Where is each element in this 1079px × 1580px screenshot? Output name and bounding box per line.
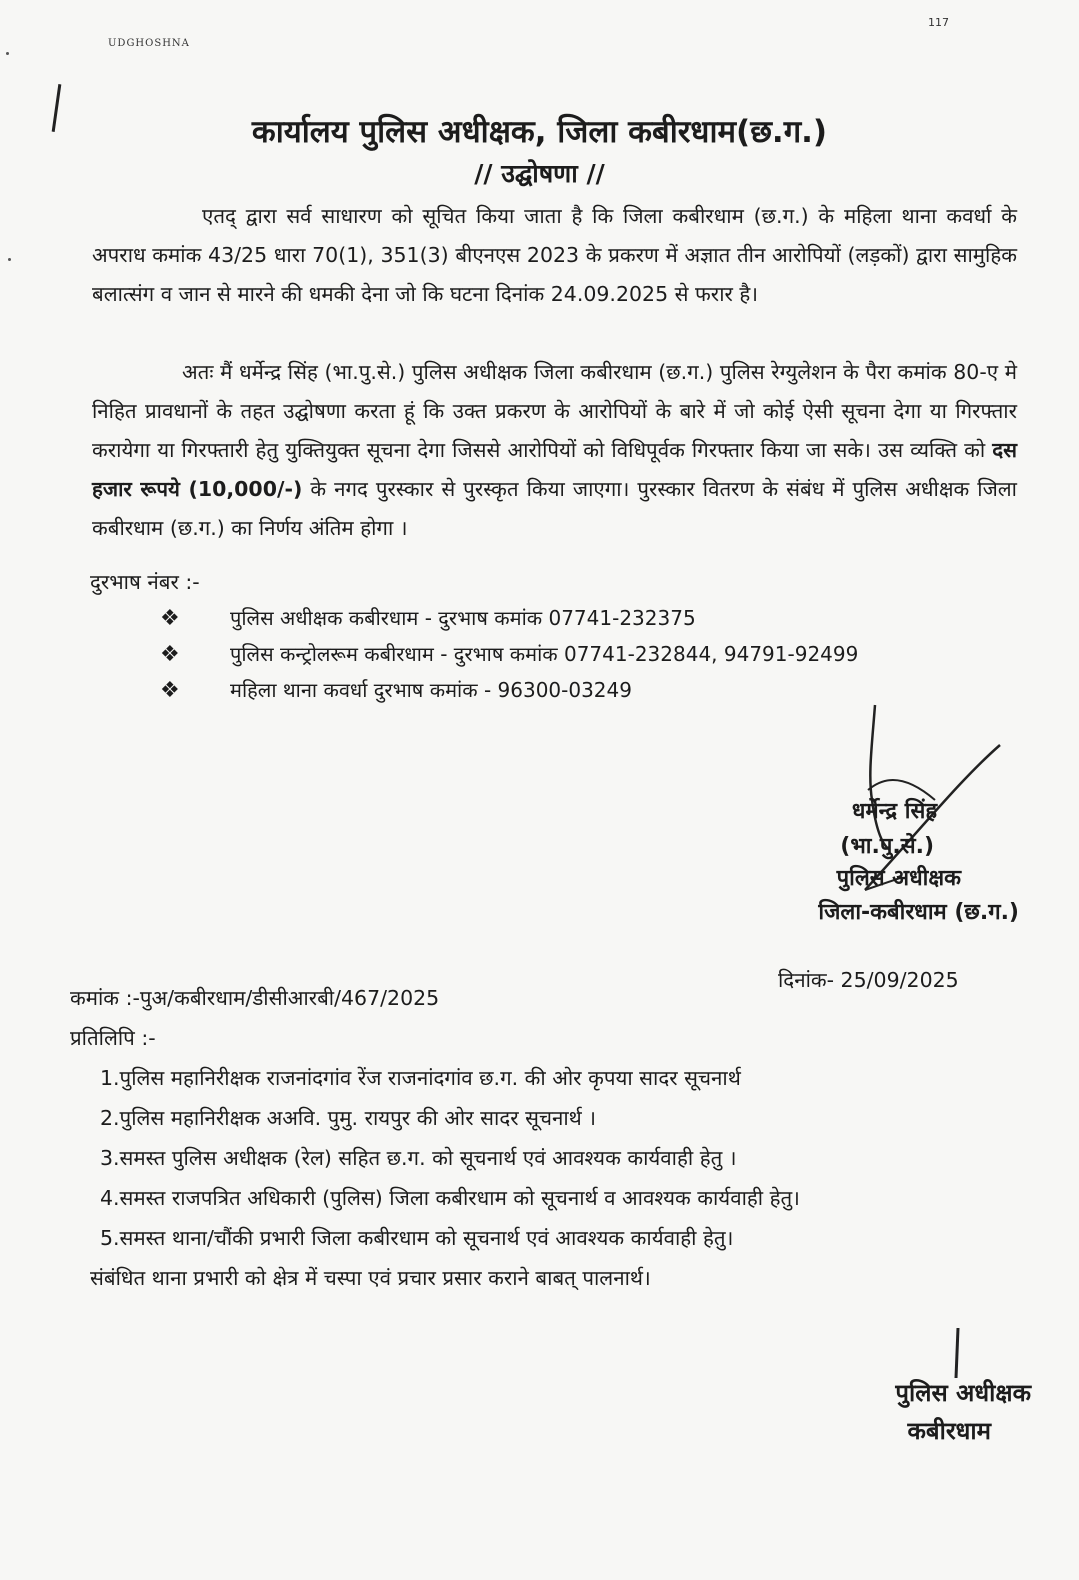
bullet-icon: ❖ — [160, 642, 180, 667]
reference-number: कमांक :-पुअ/कबीरधाम/डीसीआरबी/467/2025 — [70, 986, 440, 1010]
signatory-name: धर्मेन्द्र सिंह — [851, 799, 937, 824]
signatory-designation: पुलिस अधीक्षक — [836, 866, 961, 891]
bullet-icon: ❖ — [160, 606, 180, 631]
phone-text: पुलिस कन्ट्रोलरूम कबीरधाम - दुरभाष कमांक 07741-232844, 94791-92499 — [230, 642, 859, 666]
bullet-icon: ❖ — [160, 678, 180, 703]
copy-item: 1.पुलिस महानिरीक्षक राजनांदगांव रेंज राजनांदगांव छ.ग. की ओर कृपया सादर सूचनार्थ — [100, 1066, 741, 1090]
office-title: कार्यालय पुलिस अधीक्षक, जिला कबीरधाम(छ.ग.) — [251, 114, 828, 150]
copy-item: 4.समस्त राजपत्रित अधिकारी (पुलिस) जिला कबीरधाम को सूचनार्थ व आवश्यक कार्यवाही हेतु। — [100, 1186, 800, 1210]
copy-item: 3.समस्त पुलिस अधीक्षक (रेल) सहित छ.ग. को सूचनार्थ एवं आवश्यक कार्यवाही हेतु । — [100, 1146, 737, 1170]
page-number: 117 — [928, 16, 949, 29]
copy-list — [90, 1058, 1035, 1298]
copy-item: 5.समस्त थाना/चौंकी प्रभारी जिला कबीरधाम को सूचनार्थ एवं आवश्यक कार्यवाही हेतु। — [100, 1226, 734, 1250]
reward-text-after: के नगद पुरस्कार से पुरस्कृत किया जाएगा। पुरस्कार वितरण के संबंध में पुलिस अधीक्षक जिला कबीरधाम (छ.ग.) का निर्णय अंतिम होगा । — [92, 477, 1017, 540]
closing-district: कबीरधाम — [907, 1417, 991, 1445]
proclamation-heading: // उद्घोषणा // — [474, 159, 605, 188]
copy-item: 2.पुलिस महानिरीक्षक अअवि. पुमु. रायपुर की ओर सादर सूचनार्थ । — [100, 1106, 597, 1130]
paragraph-notice: एतद् द्वारा सर्व साधारण को सूचित किया जाता है कि जिला कबीरधाम (छ.ग.) के महिला थाना कवर्धा के अपराध कमांक 43/25 धारा 70(1), 351(3) बीएनएस 2023 के प्रकरण में अज्ञात तीन आरोपियों (लड़कों) द्वारा सामुहिक बलात्संग व जान से मारने की धमकी देना जो कि घटना दिनांक 24.09.2025 से फरार है। — [92, 204, 1017, 306]
phone-text: महिला थाना कवर्धा दुरभाष कमांक - 96300-03249 — [230, 678, 632, 702]
reward-text-before: अतः मैं धर्मेन्द्र सिंह (भा.पु.से.) पुलिस अधीक्षक जिला कबीरधाम (छ.ग.) पुलिस रेग्युलेशन के पैरा कमांक 80-ए मे निहित प्रावधानों के तहत उद्घोषणा करता हूं कि उक्त प्रकरण के आरोपियों के बारे में जो कोई ऐसी सूचना देगा या गिरफ्तार करायेगा या गिरफ्तारी हेतु युक्तियुक्त सूचना देगा जिससे आरोपियों को विधिपूर्वक गिरफ्तार किया जा सके। उस व्यक्ति को — [92, 360, 1017, 462]
reference-date: दिनांक- 25/09/2025 — [778, 968, 959, 992]
copy-label: प्रतिलिपि :- — [70, 1026, 156, 1050]
closing-designation: पुलिस अधीक्षक — [895, 1379, 1031, 1407]
reward-amount: दस हजार रूपये (10,000/-) — [92, 438, 1017, 501]
phone-text: पुलिस अधीक्षक कबीरधाम - दुरभाष कमांक 07741-232375 — [230, 606, 696, 630]
phone-label: दुरभाष नंबर :- — [90, 570, 200, 594]
copy-instruction: संबंधित थाना प्रभारी को क्षेत्र में चस्पा एवं प्रचार प्रसार कराने बाबत् पालनार्थ। — [90, 1266, 651, 1290]
signatory-service: (भा.पु.से.) — [840, 834, 934, 859]
watermark-label: UDGHOSHNA — [108, 38, 190, 49]
signatory-district: जिला-कबीरधाम (छ.ग.) — [818, 900, 1019, 925]
